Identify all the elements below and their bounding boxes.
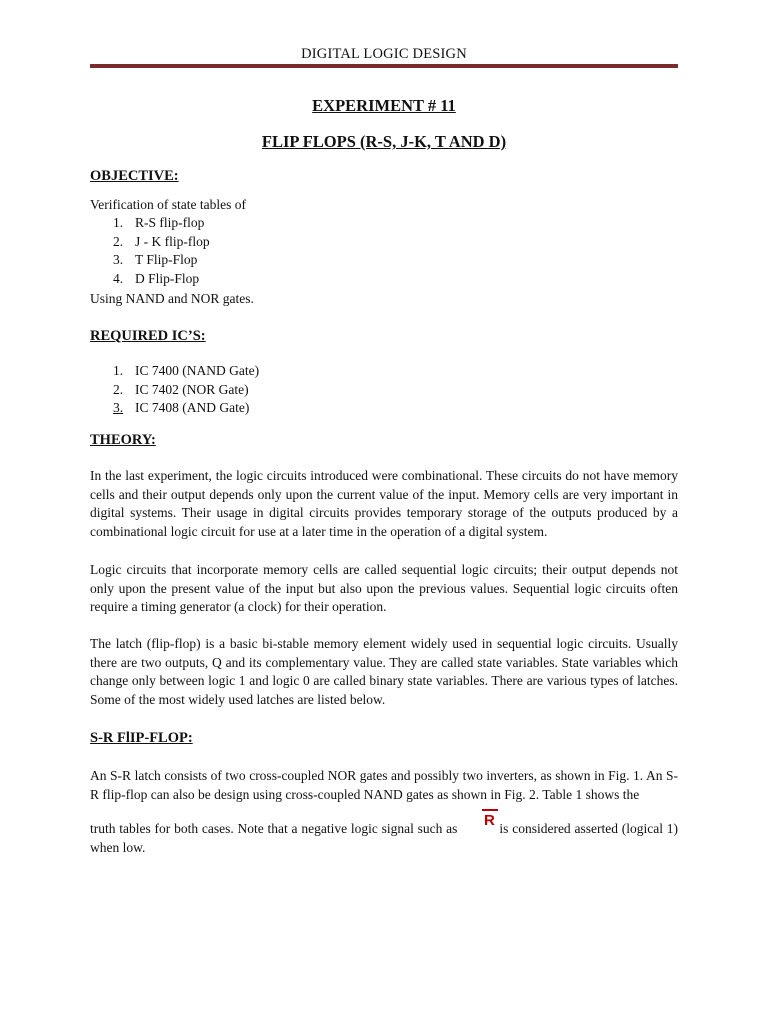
list-text: IC 7400 (NAND Gate) — [135, 363, 260, 378]
list-text: T Flip-Flop — [135, 252, 198, 267]
list-text: R-S flip-flop — [135, 215, 205, 230]
objective-outro: Using NAND and NOR gates. — [90, 291, 254, 306]
required-ics-heading: REQUIRED IC’S: — [90, 328, 206, 344]
r-bar-symbol — [482, 809, 498, 833]
list-number: 2. — [113, 381, 124, 397]
theory-paragraph-3: The latch (flip-flop) is a basic bi-stable memory element widely used in sequential logic circuits. Usually there are two outputs, Q and its complementary value. They are called state variables. State variables which change only between logic 1 and logic 0 are called binary state variables. There are various types of latches. Some of the most widely used latches are listed below. — [90, 636, 678, 708]
sr-paragraph-2-start: truth tables for both cases. Note that a negative logic signal such as — [90, 821, 458, 836]
sr-paragraph-2-end: is considered asserted (logical 1) when low. — [90, 821, 678, 855]
overbar — [482, 809, 498, 811]
theory-heading: THEORY: — [90, 432, 156, 448]
sr-paragraph-2 — [90, 820, 678, 857]
sr-flipflop-heading: S-R FlIP-FLOP: — [90, 730, 193, 746]
list-number: 4. — [113, 270, 124, 286]
list-text: D Flip-Flop — [135, 270, 200, 286]
theory-paragraph-1: In the last experiment, the logic circuits introduced were combinational. These circuits do not have memory cells and their output depends only upon the current value of the input. Memory cells are very important in digital systems. Their usage in digital circuits provides temporary storage of the outputs produced by a combinational logic circuit for use at a later time in the operation of a digital system. — [90, 468, 678, 540]
objective-intro: Verification of state tables of — [90, 197, 246, 212]
list-number: 1. — [113, 363, 124, 378]
theory-paragraph-2: Logic circuits that incorporate memory cells are called sequential logic circuits; their output depends not only upon the present value of the input but also upon the previous values. Sequential logic circuits often require a timing generator (a clock) for their operation. — [90, 562, 678, 615]
experiment-number: EXPERIMENT # 11 — [312, 96, 456, 115]
list-number: 2. — [113, 233, 124, 249]
objective-heading: OBJECTIVE: — [90, 168, 179, 184]
list-text: IC 7408 (AND Gate) — [135, 400, 250, 415]
list-number: 3. — [113, 400, 124, 415]
list-number: 3. — [113, 252, 124, 267]
header-rule — [90, 64, 678, 68]
list-number: 1. — [113, 215, 124, 230]
list-text: J - K flip-flop — [135, 233, 210, 249]
r-letter: R — [484, 812, 495, 829]
sr-paragraph-1: An S-R latch consists of two cross-coupled NOR gates and possibly two inverters, as shown in Fig. 1. An S-R flip-flop can also be design using cross-coupled NAND gates as shown in Fig. 2. Table 1 shows the — [90, 768, 678, 802]
experiment-title: FLIP FLOPS (R-S, J-K, T AND D) — [261, 132, 507, 151]
running-header: DIGITAL LOGIC DESIGN — [301, 46, 467, 62]
list-text: IC 7402 (NOR Gate) — [135, 381, 249, 397]
